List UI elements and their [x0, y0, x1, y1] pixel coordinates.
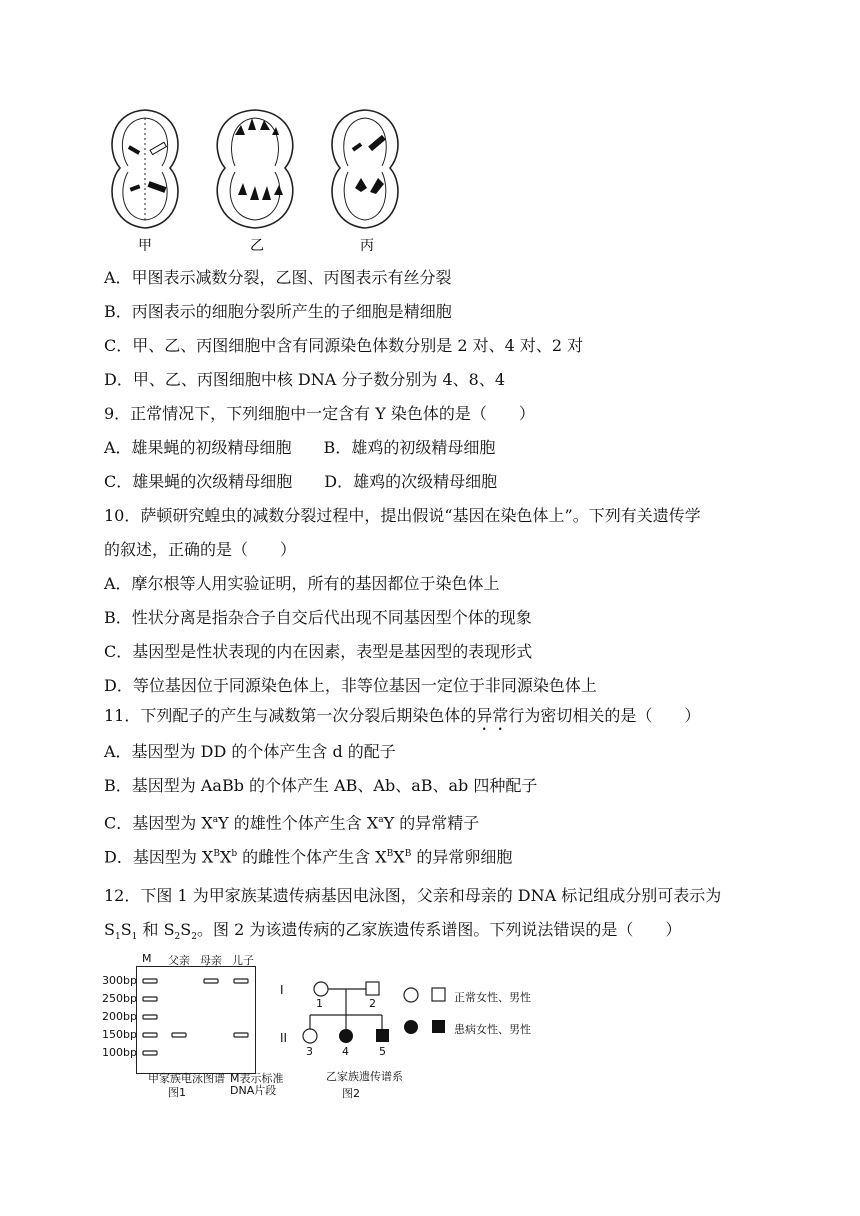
- label-jia: 甲: [138, 238, 152, 254]
- q10-option-d: D．等位基因位于同源染色体上，非等位基因一定位于非同源染色体上: [104, 676, 597, 695]
- gel-note-1: M表示标准: [230, 1072, 284, 1085]
- q11-c-post: Y 的异常精子: [383, 813, 480, 833]
- q11-d-x2: X: [393, 847, 405, 867]
- q11-stem-b: 行为密切相关的是（ ）: [508, 706, 701, 725]
- q11-c-sup1: a: [212, 815, 219, 825]
- q11-stem: [104, 706, 700, 734]
- q12-stem-line2: [104, 920, 681, 947]
- q12-sub2: 1: [131, 932, 138, 943]
- q12-stem-line1: 12．下图 1 为甲家族某遗传病基因电泳图，父亲和母亲的 DNA 标记组成分别可表示为: [104, 886, 722, 905]
- q11-d-sup1: B: [213, 849, 220, 859]
- q8-option-d: D．甲、乙、丙图细胞中核 DNA 分子数分别为 4、8、4: [104, 370, 506, 389]
- q11-c-mid: Y 的雄性个体产生含 X: [218, 813, 379, 833]
- pedigree-fig-label: 图2: [342, 1087, 360, 1100]
- lane-label-father: 父亲: [168, 954, 190, 967]
- q11-option-c: [104, 810, 479, 833]
- bp-100: 100bp: [102, 1046, 137, 1059]
- legend-affected: 患病女性、男性: [454, 1023, 531, 1036]
- gen-label-i: I: [280, 983, 284, 997]
- lane-label-son: 儿子: [232, 954, 254, 967]
- gel-bands: [100, 950, 290, 1080]
- bp-150: 150bp: [102, 1028, 137, 1041]
- q10-stem-line1: 10．萨顿研究蝗虫的减数分裂过程中，提出假说“基因在染色体上”。下列有关遗传学: [104, 506, 701, 525]
- pedigree-id-1: 1: [316, 997, 323, 1010]
- q8-option-c: C．甲、乙、丙图细胞中含有同源染色体数分别是 2 对、4 对、2 对: [104, 336, 584, 355]
- q9-options-row1: A．雄果蝇的初级精母细胞 B．雄鸡的初级精母细胞: [104, 438, 496, 457]
- q12-and: 和 S: [137, 920, 175, 939]
- label-bing: 丙: [360, 238, 374, 254]
- q11-d-post: 的异常卵细胞: [411, 847, 513, 867]
- q11-d-x: X: [219, 847, 232, 867]
- lane-label-m: M: [142, 952, 152, 965]
- q10-option-a: A．摩尔根等人用实验证明，所有的基因都位于染色体上: [104, 574, 500, 593]
- q11-option-d: [104, 844, 512, 867]
- q12-sub3: 2: [174, 932, 181, 943]
- q10-option-b: B．性状分离是指杂合子自交后代出现不同基因型个体的现象: [104, 608, 532, 627]
- bp-300: 300bp: [102, 974, 137, 987]
- q10-option-c: C．基因型是性状表现的内在因素，表型是基因型的表现形式: [104, 642, 533, 661]
- q11-d-mid: 的雌性个体产生含 X: [237, 847, 387, 867]
- pedigree-id-4: 4: [342, 1045, 349, 1058]
- pedigree-id-3: 3: [306, 1045, 313, 1058]
- pedigree-figure: [278, 975, 548, 1100]
- bp-200: 200bp: [102, 1010, 137, 1023]
- q11-stem-a: 11．下列配子的产生与减数第一次分裂后期染色体的: [104, 706, 477, 725]
- q12-s4: S: [180, 920, 192, 939]
- pedigree-caption: 乙家族遗传谱系: [326, 1070, 403, 1083]
- gel-fig-label: 图1: [168, 1086, 186, 1099]
- q11-c-sup2: a: [378, 815, 384, 825]
- gel-note-2: DNA片段: [230, 1084, 277, 1097]
- q8-option-b: B．丙图表示的细胞分裂所产生的子细胞是精细胞: [104, 302, 452, 321]
- q9-stem: 9．正常情况下，下列细胞中一定含有 Y 染色体的是（ ）: [104, 404, 535, 423]
- legend-normal: 正常女性、男性: [454, 991, 531, 1004]
- q12-s2: S: [120, 920, 132, 939]
- q11-c-pre: C．基因型为 X: [104, 813, 213, 833]
- q12-sub4: 2: [191, 932, 197, 943]
- cell-division-figure: [100, 100, 420, 260]
- q11-option-b: B．基因型为 AaBb 的个体产生 AB、Ab、aB、ab 四种配子: [104, 776, 538, 795]
- pedigree-id-2: 2: [369, 997, 376, 1010]
- label-yi: 乙: [250, 238, 264, 254]
- q11-d-sup4: B: [404, 849, 412, 859]
- q9-options-row2: C．雄果蝇的次级精母细胞 D．雄鸡的次级精母细胞: [104, 472, 498, 491]
- q11-option-a: A．基因型为 DD 的个体产生含 d 的配子: [104, 742, 396, 761]
- q8-option-a: A．甲图表示减数分裂，乙图、丙图表示有丝分裂: [104, 268, 452, 287]
- q11-d-sup2: b: [231, 849, 238, 859]
- q12-sub1: 1: [114, 932, 121, 943]
- q11-d-pre: D．基因型为 X: [104, 847, 214, 867]
- q12-rest: 。图 2 为该遗传病的乙家族遗传系谱图。下列说法错误的是（ ）: [196, 920, 682, 939]
- q10-stem-line2: 的叙述，正确的是（ ）: [104, 540, 297, 559]
- q11-stem-emphasis: 异常: [476, 706, 509, 725]
- bp-250: 250bp: [102, 992, 137, 1005]
- gel-figure: [100, 950, 290, 1100]
- gen-label-ii: II: [280, 1031, 288, 1045]
- pedigree-id-5: 5: [379, 1045, 386, 1058]
- gel-caption: 甲家族电泳图谱: [148, 1072, 225, 1085]
- q11-d-sup3: B: [386, 849, 394, 859]
- lane-label-mother: 母亲: [200, 954, 222, 967]
- q12-s1: S: [104, 920, 115, 939]
